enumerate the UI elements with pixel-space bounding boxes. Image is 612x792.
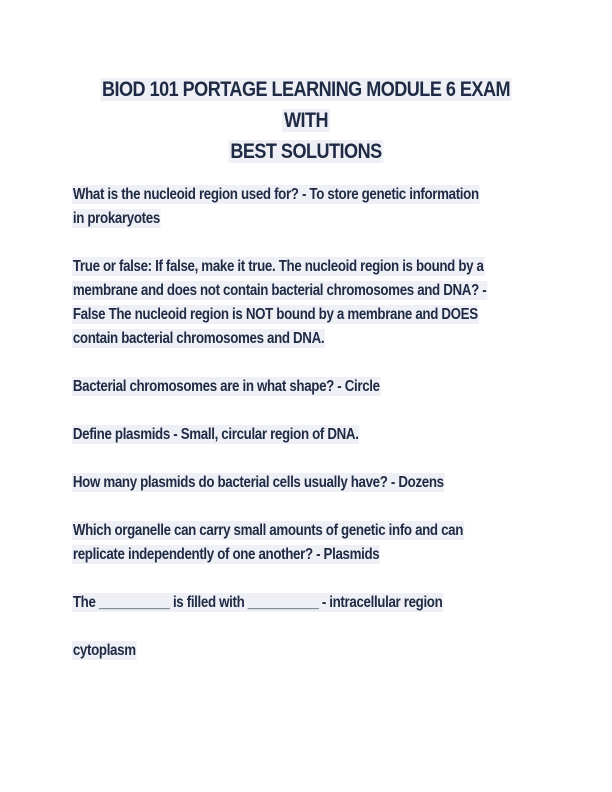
qa-line: Bacterial chromosomes are in what shape? - Circle (72, 378, 380, 395)
qa-line: contain bacterial chromosomes and DNA. (72, 330, 325, 347)
document-title (94, 74, 517, 167)
qa-item-organelle (72, 519, 536, 567)
qa-line: How many plasmids do bacterial cells usually have? - Dozens (72, 474, 444, 491)
qa-line: in prokaryotes (72, 210, 160, 227)
qa-line: True or false: If false, make it true. The nucleoid region is bound by a (72, 258, 484, 275)
qa-line: Which organelle can carry small amounts of genetic info and can (72, 522, 464, 539)
qa-line: What is the nucleoid region used for? - To store genetic information (72, 186, 479, 203)
qa-item-true-false (72, 255, 536, 351)
qa-item-define-plasmids (72, 423, 536, 447)
qa-line: Define plasmids - Small, circular region of DNA. (72, 426, 359, 443)
qa-line: membrane and does not contain bacterial chromosomes and DNA? - (72, 282, 487, 299)
qa-line: False The nucleoid region is NOT bound by a membrane and DOES (72, 306, 478, 323)
qa-line: cytoplasm (72, 642, 136, 659)
title-line-1: BIOD 101 PORTAGE LEARNING MODULE 6 EXAM WITH (101, 78, 511, 132)
qa-line: The __________ is filled with __________ - intracellular region (72, 594, 443, 611)
qa-item-cytoplasm (72, 639, 536, 663)
title-line-2: BEST SOLUTIONS (230, 140, 382, 163)
qa-item-fill-blank (72, 591, 536, 615)
qa-line: replicate independently of one another? - Plasmids (72, 546, 380, 563)
qa-item-nucleoid-use (72, 183, 536, 231)
qa-item-chromosome-shape (72, 375, 536, 399)
qa-item-plasmid-count (72, 471, 536, 495)
